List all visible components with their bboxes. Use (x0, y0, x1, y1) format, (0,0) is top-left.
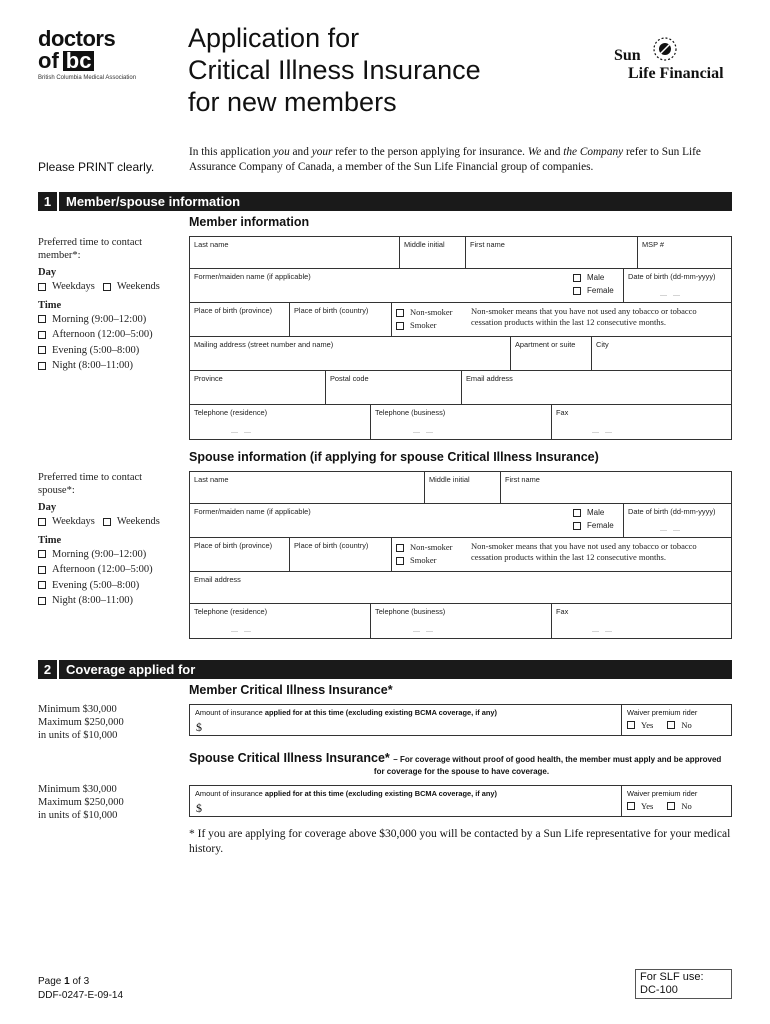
non-smoker-note (467, 538, 732, 571)
sun-logo-icon (648, 34, 682, 64)
evening-checkbox[interactable] (38, 346, 46, 354)
field-label: Middle initial (429, 475, 470, 484)
member-coverage-box (189, 704, 732, 736)
page-current: 1 (64, 976, 70, 987)
yes-label: Yes (641, 801, 654, 811)
spouse-smoker-options (391, 538, 467, 571)
evening-label: Evening (5:00–8:00) (52, 579, 140, 591)
field-label: Apartment or suite (515, 340, 576, 349)
sun-life-financial-logo (614, 34, 744, 84)
spouse-ci-heading (189, 751, 734, 776)
intro-you: you (273, 146, 290, 158)
first-name-field[interactable] (465, 237, 637, 268)
spouse-former-row (189, 504, 732, 538)
intro-text (189, 145, 749, 175)
field-label: Email address (466, 374, 513, 383)
weekdays-label: Weekdays (52, 516, 95, 527)
section-2-header (38, 660, 732, 679)
waiver-no-checkbox[interactable] (667, 721, 675, 729)
doctors-of-bc-logo (38, 28, 148, 81)
mailing-address-field[interactable] (189, 337, 510, 370)
page-label: Page (38, 976, 65, 987)
former-name-field[interactable] (189, 269, 569, 302)
amount-label-bold: applied for at this time (excluding existing BCMA coverage, if any) (264, 789, 498, 798)
please-print-note: Please PRINT clearly. (38, 160, 155, 174)
birth-province-field[interactable] (189, 303, 289, 336)
waiver-no-checkbox[interactable] (667, 802, 675, 810)
intro-your: your (311, 146, 333, 158)
no-label: No (681, 720, 692, 730)
field-label: Last name (194, 475, 229, 484)
spouse-fax-field[interactable] (551, 604, 732, 638)
slf-use-label: For SLF use: (640, 971, 704, 983)
day-label: Day (38, 267, 57, 278)
member-phone-row (189, 405, 732, 440)
member-waiver-rider (621, 705, 731, 735)
fax-field[interactable] (551, 405, 732, 439)
field-label: First name (505, 475, 540, 484)
postal-code-field[interactable] (325, 371, 461, 404)
afternoon-label: Afternoon (12:00–5:00) (52, 329, 153, 340)
spouse-ci-title: Spouse Critical Illness Insurance* (189, 751, 390, 765)
field-label: Place of birth (country) (294, 541, 369, 550)
slf-code: DC-100 (640, 984, 678, 996)
member-preferred-time (38, 236, 178, 374)
maximum-label: Maximum $250,000 (38, 797, 124, 808)
amount-label: Amount of insurance (195, 708, 265, 717)
spouse-phone-row (189, 604, 732, 639)
phone-separators: — — (231, 429, 253, 436)
amount-label-bold: applied for at this time (excluding existing BCMA coverage, if any) (264, 708, 498, 717)
night-label: Night (8:00–11:00) (52, 360, 133, 371)
section-number: 2 (38, 660, 59, 679)
afternoon-checkbox[interactable] (38, 331, 46, 339)
logo-word-doctors: doctors (38, 26, 116, 51)
member-name-row (189, 236, 732, 269)
morning-label: Morning (9:00–12:00) (52, 313, 147, 325)
intro-part: and (289, 146, 312, 158)
field-label: Telephone (business) (375, 607, 446, 616)
spouse-name-row (189, 471, 732, 504)
section-title: Coverage applied for (66, 662, 196, 677)
spouse-amount-field[interactable] (190, 786, 621, 816)
member-coverage-limits (38, 703, 124, 742)
spouse-preferred-time (38, 471, 178, 609)
spouse-telephone-business-field[interactable] (370, 604, 551, 638)
form-code: DDF-0247-E-09-14 (38, 990, 124, 1001)
spouse-former-name-field[interactable] (189, 504, 569, 537)
field-label: Place of birth (province) (194, 306, 273, 315)
night-checkbox[interactable] (38, 597, 46, 605)
field-label: Fax (556, 607, 569, 616)
date-separators: — — (660, 527, 682, 534)
phone-separators: — — (592, 628, 614, 635)
spouse-birth-country-field[interactable] (289, 538, 391, 571)
spouse-last-name-field[interactable] (189, 472, 424, 503)
weekends-label: Weekends (116, 516, 160, 527)
form-title (188, 22, 481, 118)
amount-label: Amount of insurance (195, 789, 265, 798)
apartment-field[interactable] (510, 337, 591, 370)
page-footer (38, 975, 123, 1003)
page-total: of 3 (69, 976, 90, 987)
date-separators: — — (660, 292, 682, 299)
field-label: Place of birth (country) (294, 306, 369, 315)
weekdays-label: Weekdays (52, 281, 95, 292)
city-field[interactable] (591, 337, 732, 370)
preferred-time-label: Preferred time to contact member*: (38, 237, 143, 261)
waiver-label: Waiver premium rider (627, 708, 698, 717)
spouse-email-field[interactable] (189, 572, 732, 603)
male-checkbox[interactable] (573, 509, 581, 517)
member-ci-heading: Member Critical Illness Insurance* (189, 683, 393, 697)
spouse-first-name-field[interactable] (500, 472, 732, 503)
weekends-checkbox[interactable] (103, 518, 111, 526)
spouse-info-heading: Spouse information (if applying for spouse Critical Illness Insurance) (189, 450, 599, 464)
title-line-3: for new members (188, 87, 397, 117)
logo-word-of: of (38, 48, 59, 73)
evening-label: Evening (5:00–8:00) (52, 344, 140, 356)
field-label: Postal code (330, 374, 369, 383)
phone-separators: — — (592, 429, 614, 436)
time-label: Time (38, 299, 62, 311)
minimum-label: Minimum $30,000 (38, 784, 117, 795)
units-label: in units of $10,000 (38, 810, 118, 821)
spouse-gender-options (569, 504, 623, 537)
waiver-label: Waiver premium rider (627, 789, 698, 798)
non-smoker-note-text: Non-smoker means that you have not used any tobacco or tobacco cessation products within the last 12 consecutive months. (471, 306, 697, 327)
intro-part: refer to Sun Life Assurance Company of Canada, a member of the Sun Life Financial group of companies. (189, 146, 701, 173)
intro-part: and (541, 146, 564, 158)
no-label: No (681, 801, 692, 811)
intro-part: refer to the person applying for insurance. (332, 146, 528, 158)
dollar-sign: $ (196, 720, 202, 734)
field-label: Former/maiden name (if applicable) (194, 507, 311, 516)
logo-word-bc: bc (63, 51, 95, 71)
field-label: Email address (194, 575, 241, 584)
waiver-yes-checkbox[interactable] (627, 721, 635, 729)
smoker-label: Smoker (410, 555, 437, 565)
dollar-sign: $ (196, 801, 202, 815)
weekends-checkbox[interactable] (103, 283, 111, 291)
male-label: Male (587, 273, 605, 282)
smoker-checkbox[interactable] (396, 557, 404, 565)
spouse-coverage-box (189, 785, 732, 817)
morning-label: Morning (9:00–12:00) (52, 548, 147, 560)
logo-word-life-financial: Life Financial (628, 65, 724, 82)
weekdays-checkbox[interactable] (38, 283, 46, 291)
spouse-birth-row (189, 538, 732, 572)
field-label: Former/maiden name (if applicable) (194, 272, 311, 281)
gender-options (569, 269, 623, 302)
page-number (38, 975, 123, 989)
member-province-row (189, 371, 732, 405)
intro-part: In this application (189, 146, 274, 158)
smoker-options (391, 303, 467, 336)
middle-initial-field[interactable] (399, 237, 465, 268)
evening-checkbox[interactable] (38, 581, 46, 589)
field-label: Telephone (business) (375, 408, 446, 417)
non-smoker-label: Non-smoker (410, 307, 453, 317)
slf-use-box (635, 969, 732, 999)
morning-checkbox[interactable] (38, 550, 46, 558)
spouse-birth-province-field[interactable] (189, 538, 289, 571)
female-checkbox[interactable] (573, 287, 581, 295)
preferred-time-label: Preferred time to contact spouse*: (38, 472, 143, 496)
non-smoker-label: Non-smoker (410, 542, 453, 552)
field-label: City (596, 340, 609, 349)
spouse-coverage-limits (38, 783, 124, 822)
smoker-label: Smoker (410, 320, 437, 330)
dob-field[interactable] (623, 269, 732, 302)
spouse-ci-note-cont: for coverage for the spouse to have coverage. (373, 767, 550, 776)
field-label: Telephone (residence) (194, 607, 268, 616)
female-label: Female (587, 286, 614, 295)
member-birth-row (189, 303, 732, 337)
weekends-label: Weekends (116, 281, 160, 292)
female-checkbox[interactable] (573, 522, 581, 530)
msp-field[interactable] (637, 237, 732, 268)
weekdays-checkbox[interactable] (38, 518, 46, 526)
phone-separators: — — (231, 628, 253, 635)
male-label: Male (587, 508, 605, 517)
spouse-waiver-rider (621, 786, 731, 816)
section-title: Member/spouse information (66, 194, 241, 209)
phone-separators: — — (413, 628, 435, 635)
female-label: Female (587, 521, 614, 530)
province-field[interactable] (189, 371, 325, 404)
non-smoker-note-text: Non-smoker means that you have not used any tobacco or tobacco cessation products within the last 12 consecutive months. (471, 541, 697, 562)
logo-tagline: British Columbia Medical Association (38, 75, 137, 81)
birth-country-field[interactable] (289, 303, 391, 336)
field-label: Telephone (residence) (194, 408, 268, 417)
field-label: MSP # (642, 240, 665, 249)
night-checkbox[interactable] (38, 362, 46, 370)
last-name-field[interactable] (189, 237, 399, 268)
field-label: Fax (556, 408, 569, 417)
time-label: Time (38, 534, 62, 546)
phone-separators: — — (413, 429, 435, 436)
minimum-label: Minimum $30,000 (38, 704, 117, 715)
intro-company: the Company (563, 146, 624, 158)
field-label: Last name (194, 240, 229, 249)
units-label: in units of $10,000 (38, 730, 118, 741)
afternoon-label: Afternoon (12:00–5:00) (52, 564, 153, 575)
spouse-ci-note: – For coverage without proof of good health, the member must apply and be approved (393, 755, 722, 764)
spouse-email-row (189, 572, 732, 604)
member-info-heading: Member information (189, 215, 310, 229)
field-label: Province (194, 374, 223, 383)
afternoon-checkbox[interactable] (38, 566, 46, 574)
night-label: Night (8:00–11:00) (52, 595, 133, 606)
non-smoker-note (467, 303, 732, 336)
smoker-checkbox[interactable] (396, 322, 404, 330)
waiver-yes-checkbox[interactable] (627, 802, 635, 810)
morning-checkbox[interactable] (38, 315, 46, 323)
member-amount-field[interactable] (190, 705, 621, 735)
field-label: Place of birth (province) (194, 541, 273, 550)
section-1-header (38, 192, 732, 211)
email-field[interactable] (461, 371, 732, 404)
spouse-middle-initial-field[interactable] (424, 472, 500, 503)
non-smoker-checkbox[interactable] (396, 544, 404, 552)
title-line-2: Critical Illness Insurance (188, 55, 481, 85)
telephone-residence-field[interactable] (189, 405, 370, 439)
coverage-footnote: * If you are applying for coverage above $30,000 you will be contacted by a Sun Life representative for your medical history. (189, 828, 731, 855)
title-line-1: Application for (188, 23, 360, 53)
field-label: Date of birth (dd-mm-yyyy) (628, 272, 716, 281)
maximum-label: Maximum $250,000 (38, 717, 124, 728)
field-label: Middle initial (404, 240, 445, 249)
section-number: 1 (38, 192, 59, 211)
yes-label: Yes (641, 720, 654, 730)
male-checkbox[interactable] (573, 274, 581, 282)
non-smoker-checkbox[interactable] (396, 309, 404, 317)
field-label: Date of birth (dd-mm-yyyy) (628, 507, 716, 516)
intro-we: We (527, 146, 542, 158)
logo-word-sun: Sun (614, 47, 641, 64)
day-label: Day (38, 502, 57, 513)
member-address-row (189, 337, 732, 371)
spouse-dob-field[interactable] (623, 504, 732, 537)
field-label: Mailing address (street number and name) (194, 340, 334, 349)
field-label: First name (470, 240, 505, 249)
telephone-business-field[interactable] (370, 405, 551, 439)
spouse-telephone-residence-field[interactable] (189, 604, 370, 638)
member-former-row (189, 269, 732, 303)
